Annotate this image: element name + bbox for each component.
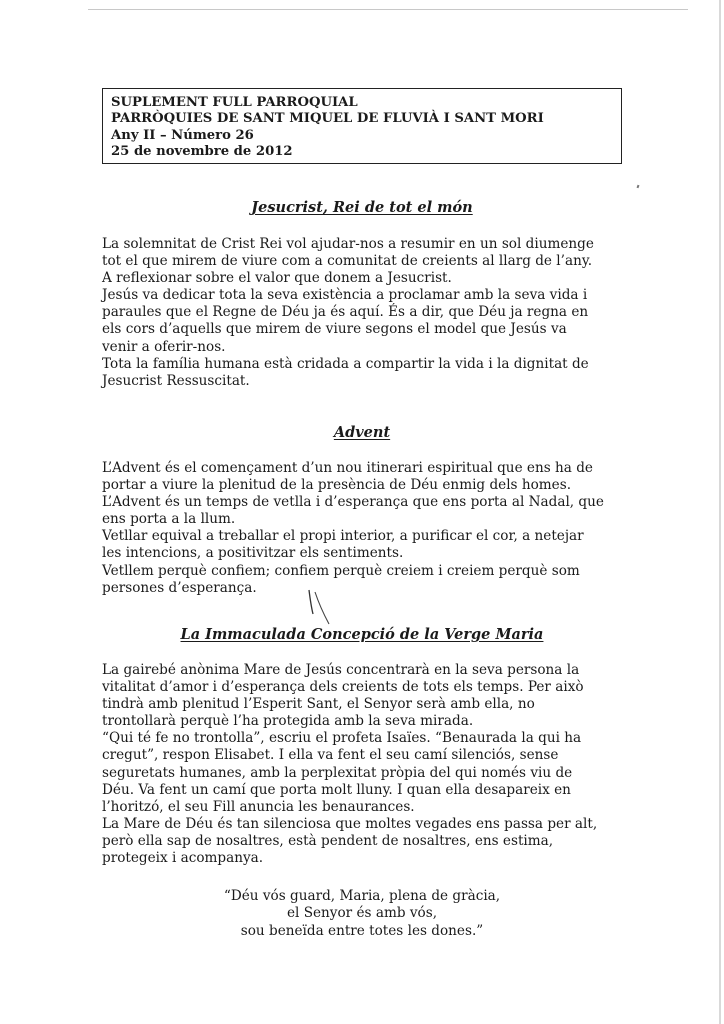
paragraph-line: “Qui té fe no trontolla”, escriu el profeta Isaïes. “Benaurada la qui ha (102, 730, 582, 747)
paragraph-line: tindrà amb plenitud l’Esperit Sant, el Senyor serà amb ella, no (102, 696, 535, 713)
paragraph-line: La gairebé anònima Mare de Jesús concentrarà en la seva persona la (102, 662, 580, 678)
paragraph-line: L’Advent és un temps de vetlla i d’esperança que ens porta al Nadal, que (102, 494, 604, 511)
bulletin-header-box (102, 88, 622, 164)
paragraph-line: les intencions, a positivitzar els sentiments. (102, 545, 404, 562)
paragraph-line: Jesús va dedicar tota la seva existència a proclamar amb la seva vida i (102, 287, 588, 304)
paragraph-line: trontollarà perquè l’ha protegida amb la seva mirada. (102, 713, 474, 730)
paragraph-line: Tota la família humana està cridada a compartir la vida i la dignitat de (102, 355, 589, 372)
paragraph-line: paraules que el Regne de Déu ja és aquí. És a dir, que Déu ja regna en (102, 304, 589, 321)
page-right-edge (719, 0, 721, 1024)
issue-number: Any II – Número 26 (111, 127, 254, 143)
paragraph-line: tot el que mirem de viure com a comunitat de creients al llarg de l’any. (102, 253, 593, 270)
paragraph-line: venir a oferir-nos. (102, 338, 226, 355)
scan-speck (637, 185, 640, 189)
paragraph-line: La solemnitat de Crist Rei vol ajudar-nos a resumir en un sol diumenge (102, 236, 594, 252)
paragraph-line: seguretats humanes, amb la perplexitat pròpia del qui només viu de (102, 764, 573, 781)
section-title-jesucrist: Jesucrist, Rei de tot el món (251, 199, 473, 216)
quote-line: el Senyor és amb vós, (286, 905, 438, 922)
paragraph-line: protegeix i acompanya. (102, 850, 264, 867)
section-body-advent (102, 460, 626, 597)
issue-date: 25 de novembre de 2012 (111, 143, 293, 159)
paragraph-line: ens porta a la llum. (102, 511, 236, 528)
section-body-jesucrist (102, 236, 626, 390)
paragraph-line: els cors d’aquells que mirem de viure segons el model que Jesús va (102, 321, 567, 338)
paragraph-line: La Mare de Déu és tan silenciosa que moltes vegades ens passa per alt, (102, 815, 598, 832)
section-body-immaculada (102, 662, 626, 867)
paragraph-line: Vetllar equival a treballar el propi interior, a purificar el cor, a netejar (102, 528, 584, 545)
section-title-advent: Advent (333, 424, 391, 441)
quote-line: “Déu vós guard, Maria, plena de gràcia, (223, 888, 501, 904)
paragraph-line: L’Advent és el començament d’un nou itinerari espiritual que ens ha de (102, 460, 593, 476)
quote-line: sou beneïda entre totes les dones.” (240, 922, 484, 939)
paragraph-line: Vetllem perquè confiem; confiem perquè creiem i creiem perquè som (102, 562, 580, 579)
paragraph-line: persones d’esperança. (102, 579, 257, 596)
paragraph-line: vitalitat d’amor i d’esperança dels creients de tots els temps. Per això (102, 679, 584, 696)
paragraph-line: portar a viure la plenitud de la presència de Déu enmig dels homes. (102, 477, 572, 494)
paragraph-line: Jesucrist Ressuscitat. (102, 372, 250, 389)
closing-prayer-quote (102, 888, 622, 940)
paragraph-line: però ella sap de nosaltres, està pendent de nosaltres, ens estima, (102, 832, 554, 849)
paragraph-line: cregut”, respon Elisabet. I ella va fent el seu camí silenciós, sense (102, 747, 559, 764)
paragraph-line: l’horitzó, el seu Fill anuncia les benaurances. (102, 798, 415, 815)
paragraph-line: Déu. Va fent un camí que porta molt lluny. I quan ella desapareix en (102, 781, 571, 798)
top-edge-rule (88, 9, 688, 10)
bulletin-title: SUPLEMENT FULL PARROQUIAL (111, 95, 358, 110)
parishes-name: PARRÒQUIES DE SANT MIQUEL DE FLUVIÀ I SANT MORI (111, 111, 544, 127)
paragraph-line: A reflexionar sobre el valor que donem a Jesucrist. (102, 270, 452, 287)
section-title-immaculada: La Immaculada Concepció de la Verge Maria (180, 626, 544, 643)
handwritten-pen-mark (296, 586, 336, 628)
